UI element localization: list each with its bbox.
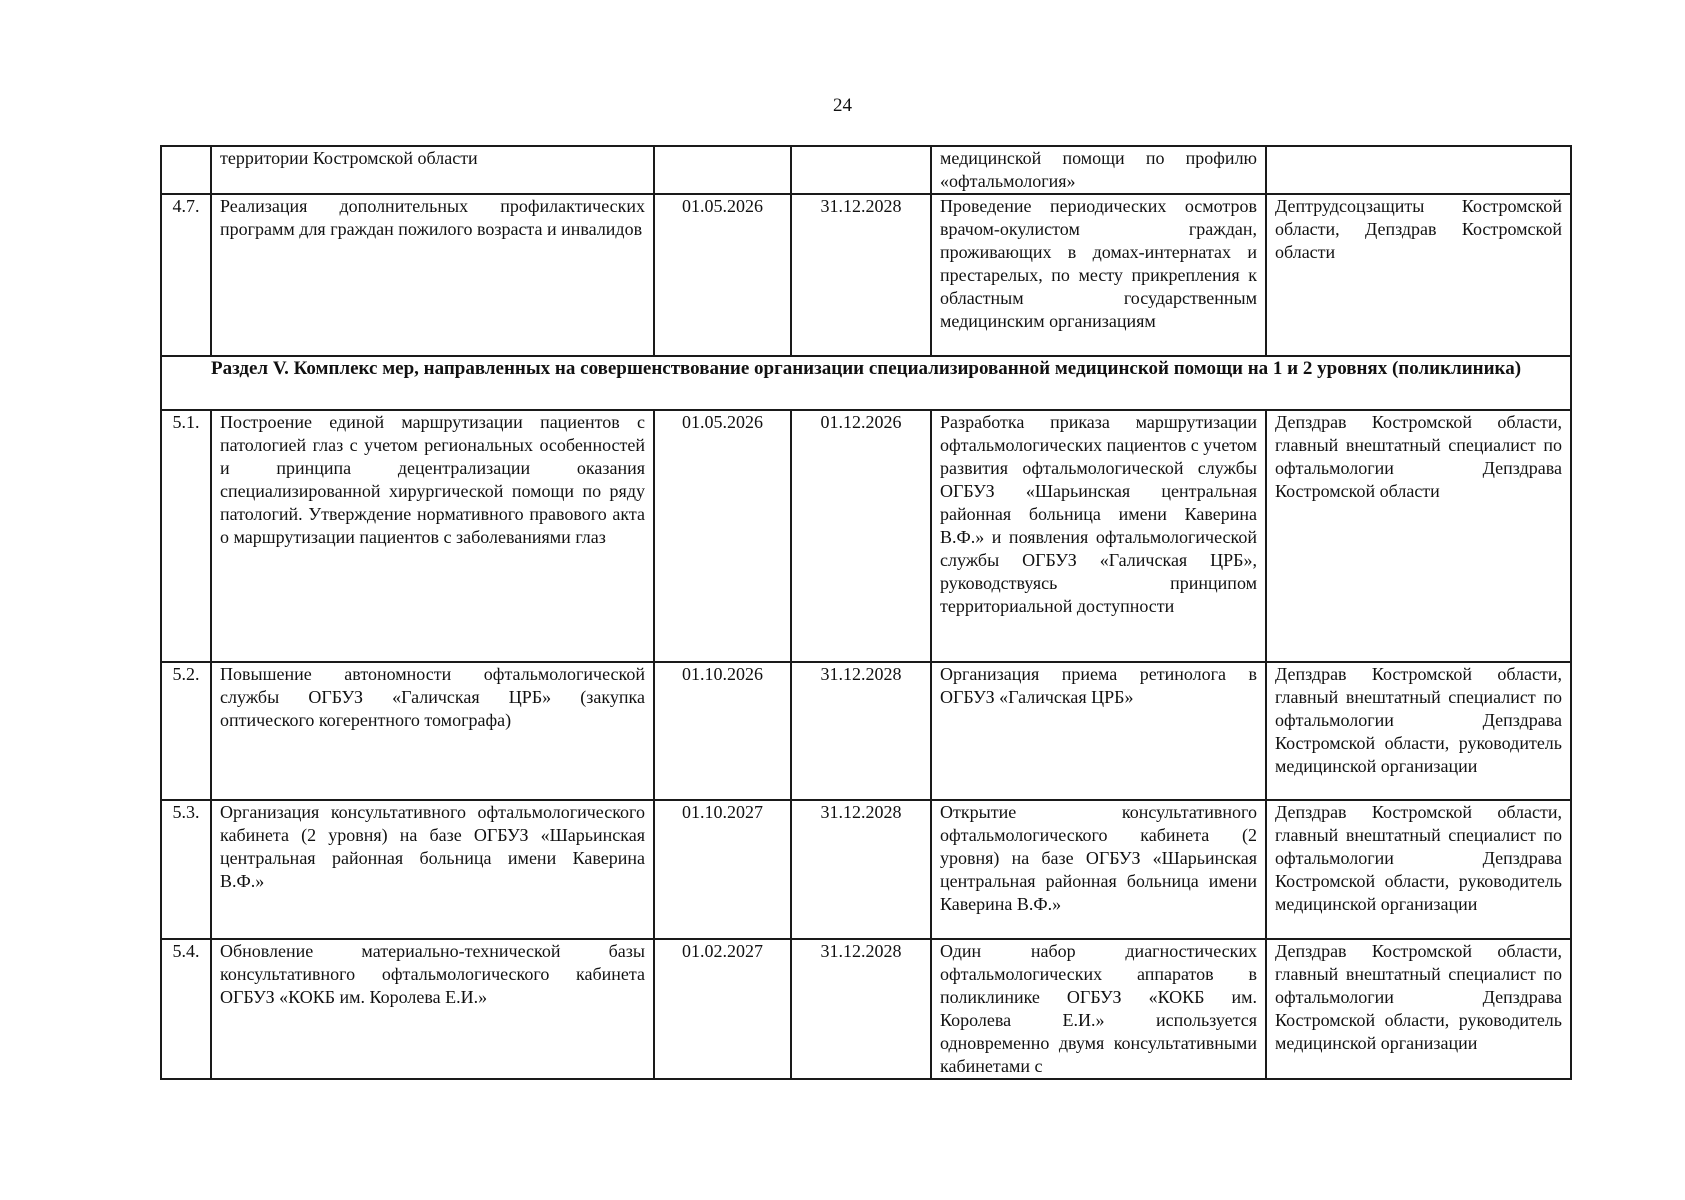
end-date-cell: 31.12.2028	[791, 800, 931, 939]
result-cell: медицинской помощи по профилю «офтальмология»	[931, 146, 1266, 194]
table-row	[161, 939, 1571, 1079]
responsible-cell	[1266, 146, 1571, 194]
activity-cell: территории Костромской области	[211, 146, 654, 194]
result-cell: Разработка приказа маршрутизации офтальмологических пациентов с учетом развития офтальмологической службы ОГБУЗ «Шарьинская центральная районная больница имени Каверина В.Ф.» и появления офтальмологической службы ОГБУЗ «Галичская ЦРБ», руководствуясь принципом территориальной доступности	[931, 410, 1266, 662]
activity-cell: Обновление материально-технической базы консультативного офтальмологического кабинета ОГБУЗ «КОКБ им. Королева Е.И.»	[211, 939, 654, 1079]
start-date-cell: 01.05.2026	[654, 410, 791, 662]
row-number	[161, 146, 211, 194]
responsible-cell: Дептрудсоцзащиты Костромской области, Депздрав Костромской области	[1266, 194, 1571, 356]
start-date-cell: 01.10.2027	[654, 800, 791, 939]
start-date-cell: 01.02.2027	[654, 939, 791, 1079]
measures-table	[160, 145, 1572, 1080]
responsible-cell: Депздрав Костромской области, главный внештатный специалист по офтальмологии Депздрава Костромской области	[1266, 410, 1571, 662]
page-number: 24	[833, 95, 852, 116]
end-date-cell: 31.12.2028	[791, 662, 931, 800]
responsible-cell: Депздрав Костромской области, главный внештатный специалист по офтальмологии Депздрава Костромской области, руководитель медицинской организации	[1266, 800, 1571, 939]
result-cell: Проведение периодических осмотров врачом-окулистом граждан, проживающих в домах-интернатах и престарелых, по месту прикрепления к областным государственным медицинским организациям	[931, 194, 1266, 356]
end-date-cell: 01.12.2026	[791, 410, 931, 662]
row-number: 5.3.	[161, 800, 211, 939]
activity-cell: Организация консультативного офтальмологического кабинета (2 уровня) на базе ОГБУЗ «Шарьинская центральная районная больница имени Каверина В.Ф.»	[211, 800, 654, 939]
activity-cell: Реализация дополнительных профилактических программ для граждан пожилого возраста и инвалидов	[211, 194, 654, 356]
end-date-cell: 31.12.2028	[791, 939, 931, 1079]
table-row	[161, 194, 1571, 356]
responsible-cell: Депздрав Костромской области, главный внештатный специалист по офтальмологии Депздрава Костромской области, руководитель медицинской организации	[1266, 939, 1571, 1079]
table-row	[161, 800, 1571, 939]
section-header-row	[161, 356, 1571, 410]
section-title: Раздел V. Комплекс мер, направленных на совершенствование организации специализированной медицинской помощи на 1 и 2 уровнях (поликлиника)	[161, 356, 1571, 410]
end-date-cell: 31.12.2028	[791, 194, 931, 356]
result-cell: Открытие консультативного офтальмологического кабинета (2 уровня) на базе ОГБУЗ «Шарьинская центральная районная больница имени Каверина В.Ф.»	[931, 800, 1266, 939]
activity-cell: Построение единой маршрутизации пациентов с патологией глаз с учетом региональных особенностей и принципа децентрализации оказания специализированной хирургической помощи по ряду патологий. Утверждение нормативного правового акта о маршрутизации пациентов с заболеваниями глаз	[211, 410, 654, 662]
start-date-cell: 01.10.2026	[654, 662, 791, 800]
result-cell: Один набор диагностических офтальмологических аппаратов в поликлинике ОГБУЗ «КОКБ им. Королева Е.И.» используется одновременно двумя консультативными кабинетами с	[931, 939, 1266, 1079]
table-row	[161, 410, 1571, 662]
table-row	[161, 662, 1571, 800]
row-number: 4.7.	[161, 194, 211, 356]
activity-cell: Повышение автономности офтальмологической службы ОГБУЗ «Галичская ЦРБ» (закупка оптического когерентного томографа)	[211, 662, 654, 800]
row-number: 5.1.	[161, 410, 211, 662]
row-number: 5.2.	[161, 662, 211, 800]
start-date-cell: 01.05.2026	[654, 194, 791, 356]
row-number: 5.4.	[161, 939, 211, 1079]
end-date-cell	[791, 146, 931, 194]
responsible-cell: Депздрав Костромской области, главный внештатный специалист по офтальмологии Депздрава Костромской области, руководитель медицинской организации	[1266, 662, 1571, 800]
result-cell: Организация приема ретинолога в ОГБУЗ «Галичская ЦРБ»	[931, 662, 1266, 800]
start-date-cell	[654, 146, 791, 194]
table-row	[161, 146, 1571, 194]
